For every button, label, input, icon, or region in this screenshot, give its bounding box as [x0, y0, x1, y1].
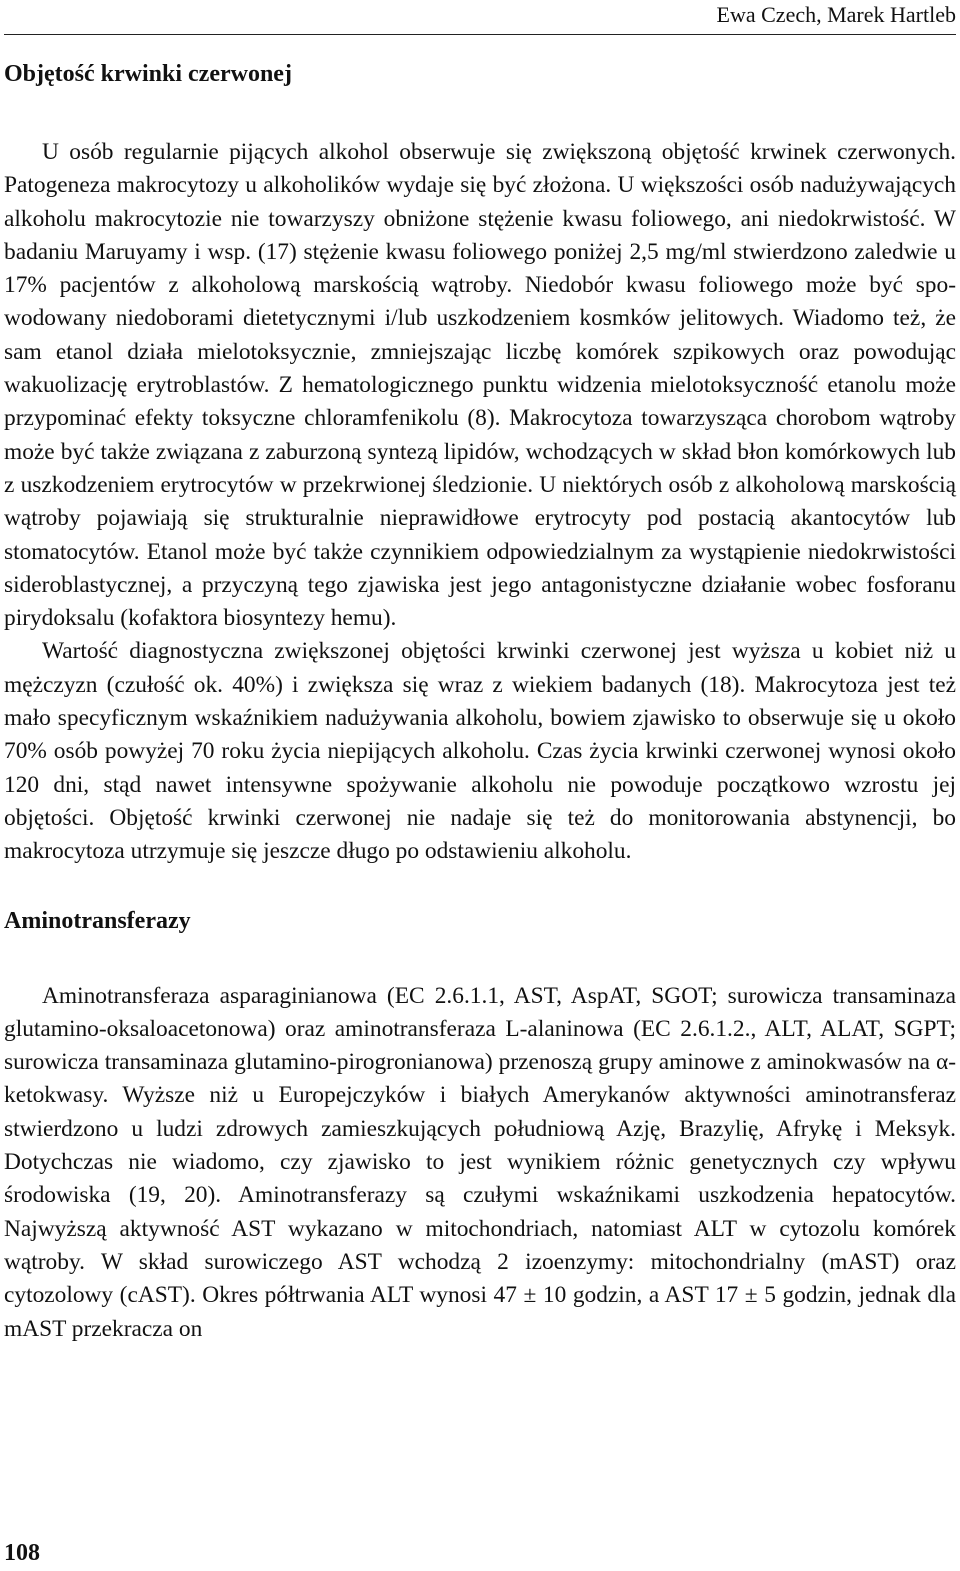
section-red-cell-volume: [4, 58, 956, 869]
body-paragraph: U osób regularnie pijących alkohol obserwuje się zwiększoną objętość krwinek czerwonych. Patogeneza makrocytozy u alkoholików wydaje się być złożona. U większości osób nadużywających alkoholu makrocytozie nie towarzyszy obniżone stężenie kwasu foliowego, ani niedokrwistość. W badaniu Maruyamy i wsp. (17) stężenie kwasu foliowego poniżej 2,5 mg/ml stwierdzono zaledwie u 17% pacjentów z alkoholową marskością wątroby. Niedobór kwasu foliowego może być spowodowany niedoborami dietetycznymi i/lub uszkodzeniem kosmków jelitowych. Wiadomo też, że sam etanol działa mielotoksycznie, zmniejszając liczbę komórek szpikowych oraz powodując wakuolizację erytroblastów. Z hematologicznego punktu widzenia mielotoksyczność etanolu może przypominać efekty toksyczne chloramfenikolu (8). Makrocytoza towarzysząca chorobom wątroby może być także związana z zaburzoną syntezą lipidów, wchodzących w skład błon komórkowych lub z uszkodzeniem erytrocytów w przekrwionej śledzionie. U niektórych osób z alkoholową marskością wątroby pojawiają się strukturalnie nieprawidłowe erytrocyty pod postacią akantocytów lub stomatocytów. Etanol może być także czynnikiem odpowiedzialnym za wystąpienie niedokrwistości sideroblastycznej, a przyczyną tego zjawiska jest jego antagonistyczne działanie wobec fosforanu pirydoksalu (kofaktora biosyntezy hemu).: [4, 139, 956, 632]
body-paragraph: Wartość diagnostyczna zwiększonej objętości krwinki czerwonej jest wyższa u kobiet niż u mężczyzn (czułość ok. 40%) i zwiększa się wraz z wiekiem badanych (18). Makrocytoza jest też mało specyficznym wskaźnikiem nadużywania alkoholu, bowiem zjawisko to obserwuje się u około 70% osób powyżej 70 roku życia niepijących alkoholu. Czas życia krwinki czerwonej wynosi około 120 dni, stąd nawet intensywne spożywanie alkoholu nie powoduje początkowo wzrostu jej objętości. Objętość krwinki czerwonej nie nadaje się też do monitorowania abstynencji, bo makrocytoza utrzymuje się jeszcze długo po odstawieniu alkoholu.: [4, 638, 956, 865]
page-body: [4, 58, 956, 1346]
page-number: 108: [4, 1540, 40, 1566]
header-authors: Ewa Czech, Marek Hartleb: [716, 2, 956, 27]
section-heading: Objętość krwinki czerwonej: [4, 61, 292, 87]
section-aminotransferases: [4, 905, 956, 1346]
section-heading: Aminotransferazy: [4, 907, 191, 934]
body-paragraph: Aminotransferaza asparaginianowa (EC 2.6.1.1, AST, AspAT, SGOT; surowicza transaminaza glutamino-oksaloacetonowa) oraz aminotransferaza L-alaninowa (EC 2.6.1.2., ALT, ALAT, SGPT; surowicza transaminaza glutamino-pirogronianowa) przenoszą grupy aminowe z aminokwasów na α-ketokwasy. Wyższe niż u Europejczyków i białych Amerykanów aktywności aminotransferaz stwierdzono u ludzi zdrowych zamieszkujących południową Azję, Brazylię, Afrykę i Meksyk. Dotychczas nie wiadomo, czy zjawisko to jest wynikiem różnic genetycznych czy wpływu środowiska (19, 20). Aminotransferazy są czułymi wskaźnikami uszkodzenia hepatocytów. Najwyższą aktywność AST wykazano w mitochondriach, natomiast ALT w cytozolu komórek wątroby. W skład surowiczego AST wchodzą 2 izoenzymy: mitochondrialny (mAST) oraz cytozolowy (cAST). Okres półtrwania ALT wynosi 47 ± 10 godzin, a AST 17 ± 5 godzin, jednak dla mAST przekracza on: [4, 982, 956, 1342]
running-header: [4, 0, 956, 35]
